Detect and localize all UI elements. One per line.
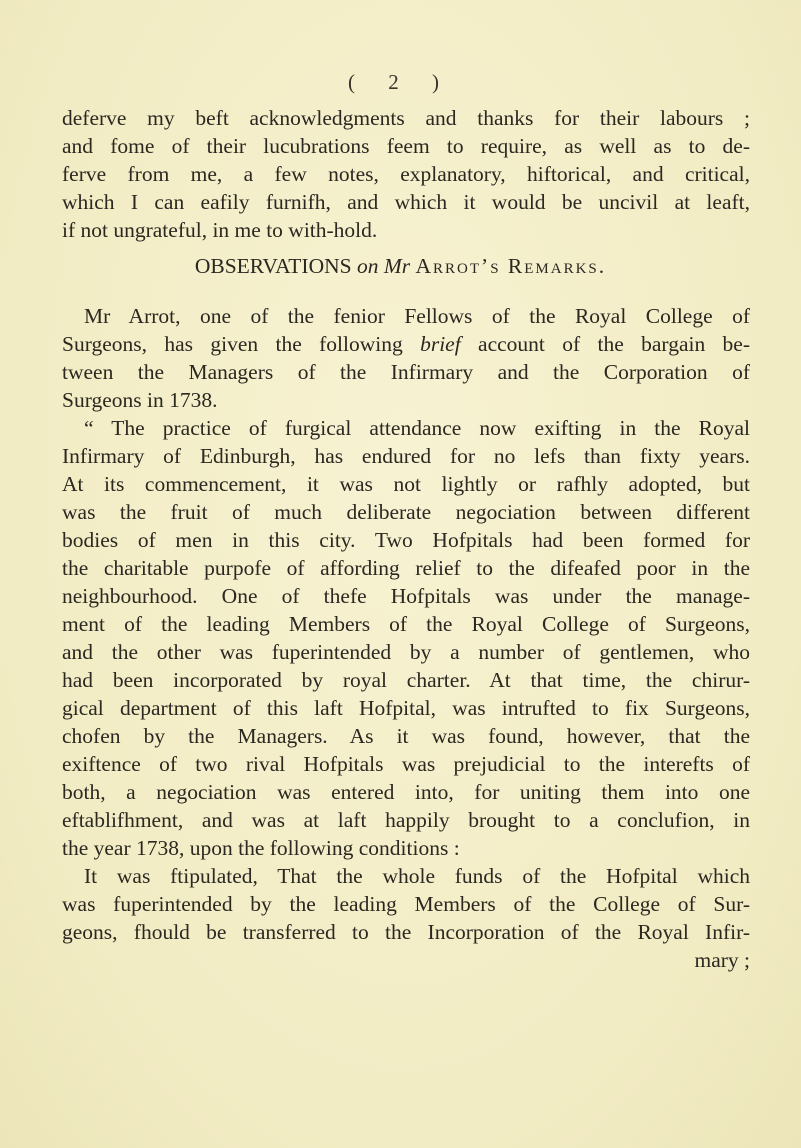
text-line: was the fruit of much deliberate negociation between different bbox=[62, 500, 750, 524]
heading-mr: Mr bbox=[383, 254, 411, 278]
main-paragraph bbox=[62, 302, 750, 974]
text-line: gical department of this laft Hofpital, was intrufted to fix Surgeons, bbox=[62, 696, 750, 720]
text-line: Mr Arrot, one of the fenior Fellows of the Royal College of bbox=[84, 304, 750, 328]
text-line: chofen by the Managers. As it was found, however, that the bbox=[62, 724, 750, 748]
catchword-line: mary ; bbox=[694, 948, 750, 972]
heading-name: Arrot’s Remarks. bbox=[415, 254, 607, 278]
text-line: Surgeons in 1738. bbox=[62, 388, 218, 412]
italic-word: brief bbox=[420, 332, 461, 356]
text-line: neighbourhood. One of thefe Hofpitals was under the manage- bbox=[62, 584, 750, 608]
text-line: exiftence of two rival Hofpitals was prejudicial to the interefts of bbox=[62, 752, 750, 776]
text-line: tween the Managers of the Infirmary and the Corporation of bbox=[62, 360, 750, 384]
quote-start-line: “ The practice of furgical attendance now exifting in the Royal bbox=[84, 416, 750, 440]
text-line: geons, fhould be transferred to the Incorporation of the Royal Infir- bbox=[62, 920, 750, 944]
text-line: deferve my beft acknowledgments and thanks for their labours ; bbox=[62, 106, 750, 130]
text-line: was fuperintended by the leading Members of the College of Sur- bbox=[62, 892, 750, 916]
text-line: It was ftipulated, That the whole funds of the Hofpital which bbox=[84, 864, 750, 888]
page-number: ( 2 ) bbox=[348, 70, 453, 94]
text-line bbox=[62, 330, 750, 358]
text-line: both, a negociation was entered into, for uniting them into one bbox=[62, 780, 750, 804]
text-segment: Surgeons, has given the following bbox=[62, 332, 403, 356]
text-line: the year 1738, upon the following conditions : bbox=[62, 836, 460, 860]
text-line: which I can eafily furnifh, and which it would be uncivil at leaft, bbox=[62, 190, 750, 214]
heading-on: on bbox=[356, 254, 379, 278]
text-line: had been incorporated by royal charter. At that time, the chirur- bbox=[62, 668, 750, 692]
text-segment: account of the bargain be- bbox=[478, 332, 751, 356]
intro-paragraph bbox=[62, 104, 750, 244]
text-line: ferve from me, a few notes, explanatory, hiftorical, and critical, bbox=[62, 162, 750, 186]
text-line: At its commencement, it was not lightly or rafhly adopted, but bbox=[62, 472, 750, 496]
text-line: if not ungrateful, in me to with-hold. bbox=[62, 218, 378, 242]
section-heading bbox=[0, 254, 801, 279]
text-line: and the other was fuperintended by a number of gentlemen, who bbox=[62, 640, 750, 664]
text-line: and fome of their lucubrations feem to require, as well as to de- bbox=[62, 134, 750, 158]
text-line: eftablifhment, and was at laft happily brought to a conclufion, in bbox=[62, 808, 750, 832]
text-line: bodies of men in this city. Two Hofpitals had been formed for bbox=[62, 528, 750, 552]
text-line: ment of the leading Members of the Royal College of Surgeons, bbox=[62, 612, 750, 636]
text-line: Infirmary of Edinburgh, has endured for no lefs than fixty years. bbox=[62, 444, 750, 468]
text-line: the charitable purpofe of affording relief to the difeafed poor in the bbox=[62, 556, 750, 580]
heading-main: OBSERVATIONS bbox=[194, 254, 352, 278]
